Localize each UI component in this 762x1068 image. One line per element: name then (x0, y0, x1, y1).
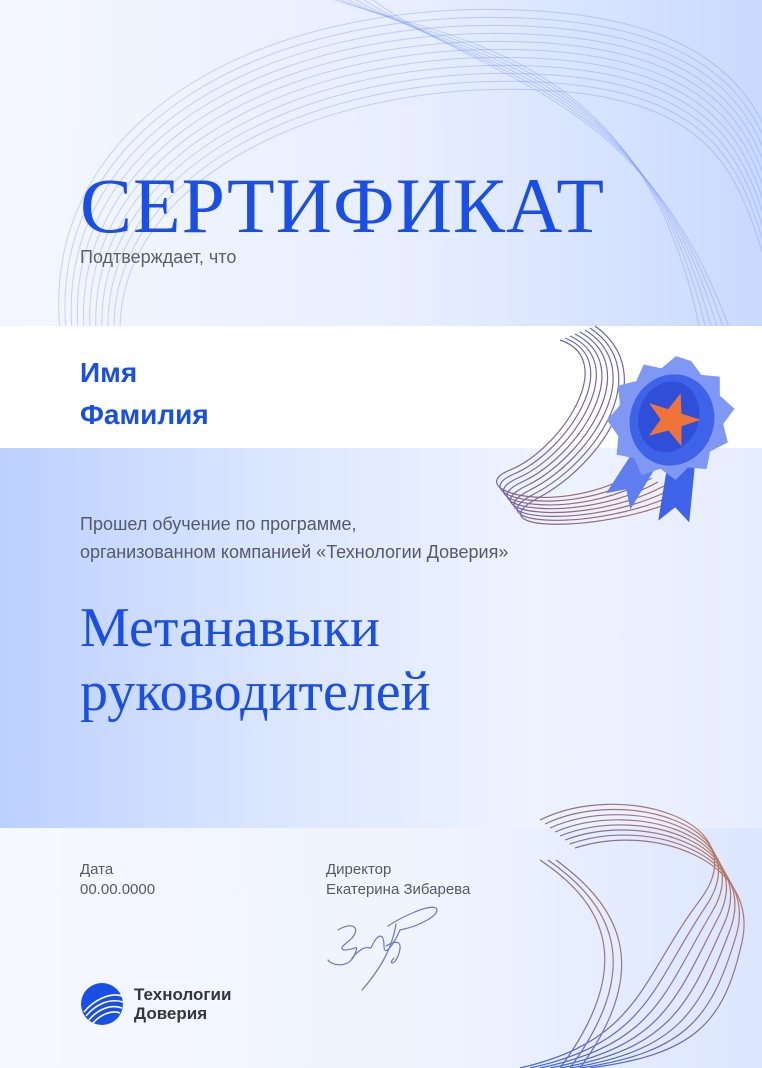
signature-image (328, 907, 437, 990)
recipient-last-name: Фамилия (80, 399, 209, 430)
recipient-name (80, 352, 209, 436)
recipient-first-name: Имя (80, 357, 138, 388)
date-block (80, 860, 155, 900)
course-intro (80, 510, 508, 566)
course-title-line2: руководителей (80, 661, 431, 723)
ribbon-waves-bottom (520, 804, 744, 1068)
date-value: 00.00.0000 (80, 881, 156, 898)
course-title-line1: Метанавыки (80, 597, 380, 659)
company-logo (80, 982, 231, 1026)
director-block (326, 860, 470, 900)
date-label: Дата (80, 861, 114, 878)
company-name-line2: Доверия (134, 1004, 208, 1023)
director-name: Екатерина Зибарева (326, 881, 471, 898)
company-name (134, 985, 231, 1023)
course-title (80, 596, 431, 724)
certificate-title: СЕРТИФИКАТ (80, 162, 606, 249)
company-name-line1: Технологии (134, 985, 232, 1004)
director-label: Директор (326, 861, 392, 878)
course-intro-line1: Прошел обучение по программе, (80, 514, 357, 534)
course-intro-line2: организованном компанией «Технологии Доверия» (80, 542, 509, 562)
globe-arcs-icon (80, 982, 124, 1026)
certificate-subtitle: Подтверждает, что (80, 247, 237, 267)
